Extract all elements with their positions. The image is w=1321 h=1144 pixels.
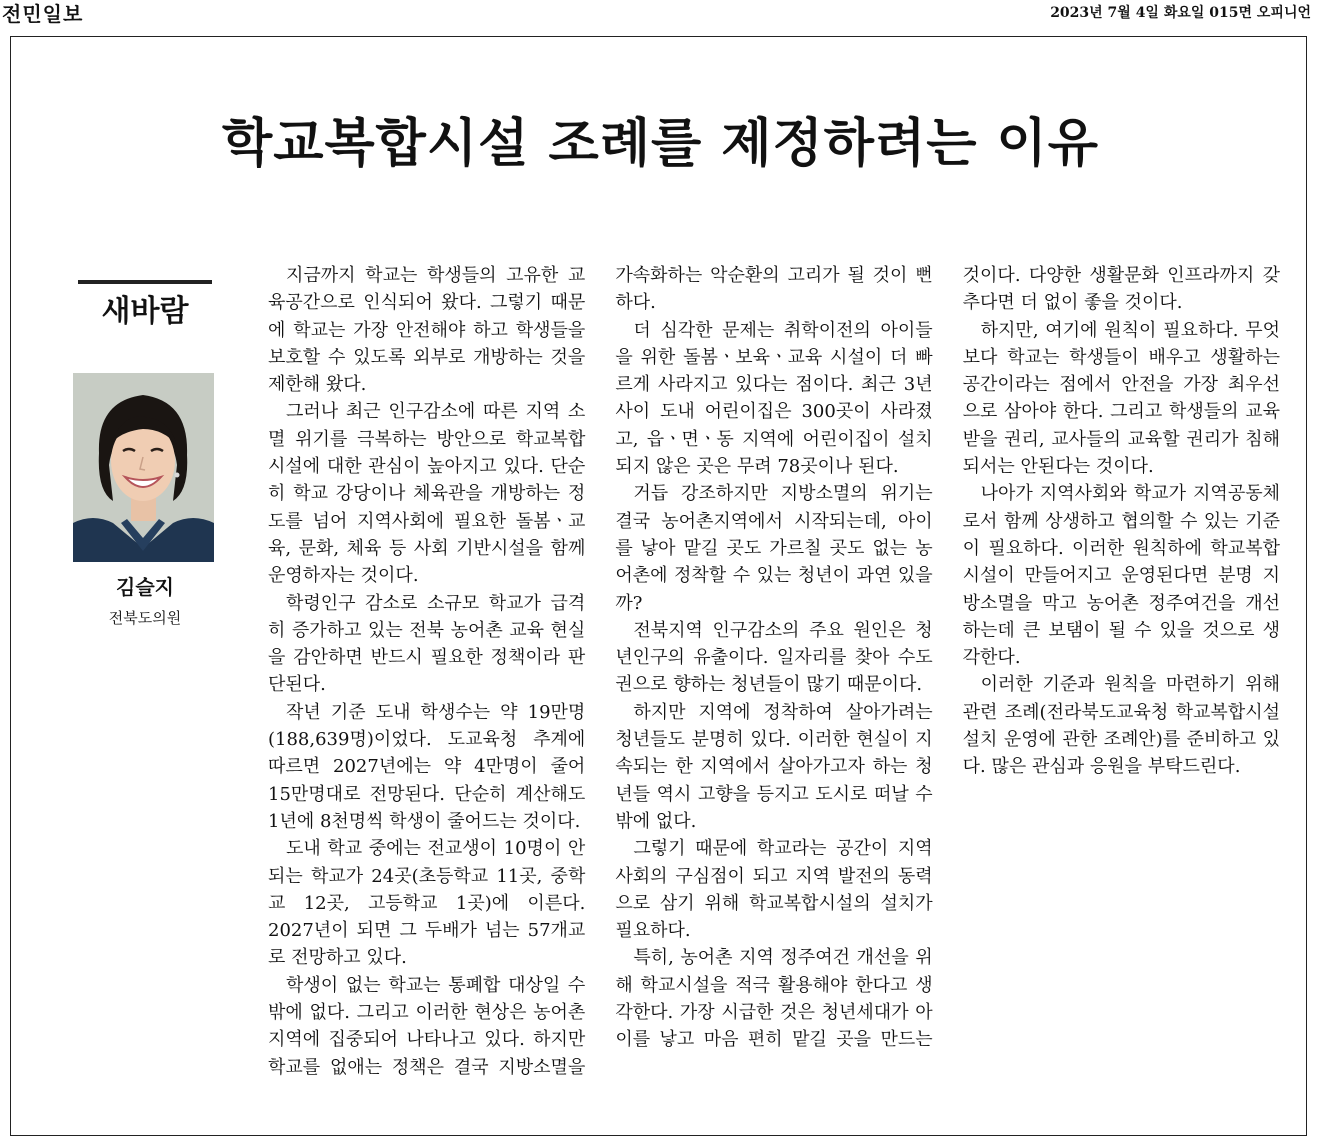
column-name: 새바람	[101, 294, 189, 329]
article-paragraph: 학령인구 감소로 소규모 학교가 급격히 증가하고 있는 전북 농어촌 교육 현실을 감안하면 반드시 필요한 정책이라 판단된다.	[268, 592, 586, 696]
author-name: 김슬지	[116, 575, 174, 599]
column-rule	[78, 280, 212, 284]
article-body	[268, 262, 1280, 1082]
publication-dateline: 2023년 7월 4일 화요일 015면 오피니언	[1050, 5, 1311, 21]
article-paragraph: 도내 학교 중에는 전교생이 10명이 안되는 학교가 24곳(초등학교 11곳, 중학교 12곳, 고등학교 1곳)에 이른다. 2027년이 되면 그 두배가 넘는 57개교로 전망하고 있다.	[268, 838, 586, 969]
newspaper-masthead: 전민일보	[2, 2, 84, 26]
article-paragraph: 나아가 지역사회와 학교가 지역공동체로서 함께 상생하고 협의할 수 있는 기준이 필요하다. 이러한 원칙하에 학교복합시설이 만들어지고 운영된다면 분명 지방소멸을 막고 농어촌 정주여건을 개선하는데 큰 보탬이 될 수 있을 것으로 생각한다.	[962, 483, 1280, 669]
article-paragraph: 전북지역 인구감소의 주요 원인은 청년인구의 유출이다. 일자리를 찾아 수도권으로 향하는 청년들이 많기 때문이다.	[615, 619, 933, 696]
article-paragraph: 그러나 최근 인구감소에 따른 지역 소멸 위기를 극복하는 방안으로 학교복합시설에 대한 관심이 높아지고 있다. 단순히 학교 강당이나 체육관을 개방하는 정도를 넘어 지역사회에 필요한 돌봄ㆍ교육, 문화, 체육 등 사회 기반시설을 함께 운영하자는 것이다.	[268, 401, 586, 587]
article-paragraph: 거듭 강조하지만 지방소멸의 위기는 결국 농어촌지역에서 시작되는데, 아이를 낳아 맡길 곳도 가르칠 곳도 없는 농어촌에 정착할 수 있는 청년이 과연 있을까?	[615, 483, 933, 614]
article-paragraph: 하지만, 여기에 원칙이 필요하다. 무엇보다 학교는 학생들이 배우고 생활하는 공간이라는 점에서 안전을 가장 최우선으로 삼아야 한다. 그리고 학생들의 교육받을 권리, 교사들의 교육할 권리가 침해되서는 안된다는 것이다.	[962, 319, 1280, 478]
author-title: 전북도의원	[108, 609, 182, 627]
article-paragraph: 더 심각한 문제는 취학이전의 아이들을 위한 돌봄ㆍ보육ㆍ교육 시설이 더 빠르게 사라지고 있다는 점이다. 최근 3년 사이 도내 어린이집은 300곳이 사라졌고, 읍ㆍ면ㆍ동 지역에 어린이집이 설치되지 않은 곳은 무려 78곳이나 된다.	[615, 319, 933, 478]
author-photo	[73, 373, 214, 562]
author-portrait-illustration	[73, 373, 214, 562]
article-paragraph: 하지만 지역에 정착하여 살아가려는 청년들도 분명히 있다. 이러한 현실이 지속되는 한 지역에서 살아가고자 하는 청년들 역시 고향을 등지고 도시로 떠날 수밖에 없다.	[615, 701, 933, 832]
article-paragraph: 특히, 농어촌 지역 정주여건 개선을 위해 학교시설을 적극 활용해야 한다고 생각한다. 가장 시급한 것은 청년세대가 아이를 낳고 마음 편히 맡길 곳을 만드는 것이다. 다양한 생활문화 인프라까지 갖추다면 더 없이 좋을 것이다.	[615, 265, 1280, 1051]
article-paragraph: 지금까지 학교는 학생들의 고유한 교육공간으로 인식되어 왔다. 그렇기 때문에 학교는 가장 안전해야 하고 학생들을 보호할 수 있도록 외부로 개방하는 것을 제한해 왔다.	[268, 265, 586, 396]
article-paragraph: 그렇기 때문에 학교라는 공간이 지역사회의 구심점이 되고 지역 발전의 동력으로 삼기 위해 학교복합시설의 설치가 필요하다.	[615, 838, 933, 942]
article-paragraph: 학생이 없는 학교는 통폐합 대상일 수밖에 없다. 그리고 이러한 현상은 농어촌 지역에 집중되어 나타나고 있다. 하지만 학교를 없애는 정책은 결국 지방소멸을 가속화하는 악순환의 고리가 될 것이 뻔하다.	[268, 265, 933, 1078]
article-headline: 학교복합시설 조례를 제정하려는 이유	[221, 113, 1100, 174]
article-paragraph: 이러한 기준과 원칙을 마련하기 위해 관련 조례(전라북도교육청 학교복합시설 설치 운영에 관한 조례안)를 준비하고 있다. 많은 관심과 응원을 부탁드린다.	[962, 674, 1280, 778]
article-paragraph: 작년 기준 도내 학생수는 약 19만명(188,639명)이었다. 도교육청 추계에 따르면 2027년에는 약 4만명이 줄어 15만명대로 전망된다. 단순히 계산해도 1년에 8천명씩 학생이 줄어드는 것이다.	[268, 701, 586, 832]
